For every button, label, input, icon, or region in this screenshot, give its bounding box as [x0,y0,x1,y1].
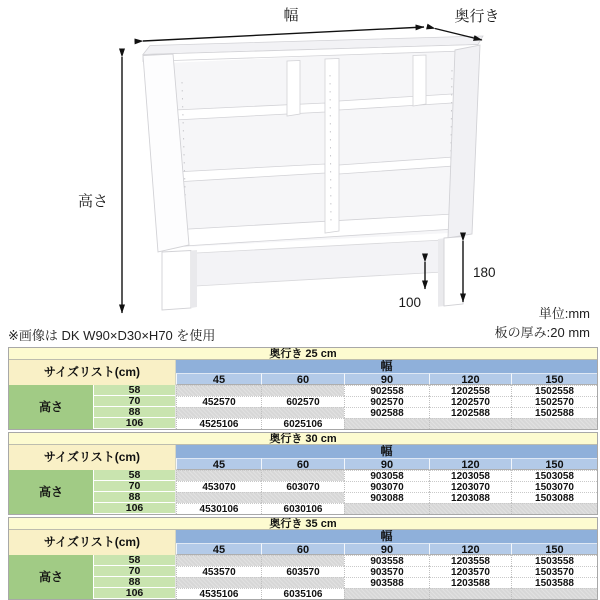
size-list-header: サイズリスト(cm) [9,445,176,470]
empty-cell [261,385,344,396]
width-column-header: 150 [511,458,597,470]
empty-cell [261,577,344,588]
product-code-cell: 1502570 [511,396,597,407]
left-leg [162,251,191,311]
product-code-cell: 6025106 [261,418,344,429]
product-code-cell: 903070 [344,481,429,492]
size-table-depth-25 [8,347,598,430]
right-leg-side-shade [438,238,444,306]
product-code-cell: 1203088 [429,492,511,503]
shelf-drawing [143,36,483,310]
height-row-header: 58 [94,555,176,566]
height-row-header: 58 [94,385,176,396]
empty-cell [344,503,429,514]
product-code-cell: 1203058 [429,470,511,481]
product-code-cell: 1503558 [511,555,597,566]
right-mini-divider [413,55,426,106]
product-code-cell: 1202588 [429,407,511,418]
empty-cell [176,492,261,503]
empty-cell [429,503,511,514]
product-code-cell: 902558 [344,385,429,396]
height-row-header: 58 [94,470,176,481]
height-row-header: 106 [94,588,176,599]
product-code-cell: 1503058 [511,470,597,481]
image-usage-note: ※画像は DK W90×D30×H70 を使用 [8,328,216,343]
size-list-header: サイズリスト(cm) [9,530,176,555]
center-divider [325,59,339,234]
right-leg [444,237,463,307]
product-code-cell: 1502588 [511,407,597,418]
width-column-header: 45 [176,543,261,555]
leg-height-value: 180 [473,265,496,280]
depth-title-band: 奥行き 25 cm [9,348,597,360]
width-header: 幅 [176,530,597,543]
size-table-depth-30 [8,432,598,515]
width-label: 幅 [283,7,299,24]
empty-cell [261,555,344,566]
product-code-cell: 1503070 [511,481,597,492]
base-apron-board [196,240,443,286]
product-code-cell: 1503088 [511,492,597,503]
empty-cell [429,588,511,599]
empty-cell [344,418,429,429]
product-code-cell: 603570 [261,566,344,577]
height-row-header: 88 [94,577,176,588]
product-code-cell: 4525106 [176,418,261,429]
product-code-cell: 602570 [261,396,344,407]
left-leg-side-shade [191,250,197,308]
product-code-cell: 603070 [261,481,344,492]
height-label: 高さ [77,193,109,210]
product-code-cell: 453570 [176,566,261,577]
width-column-header: 90 [344,543,429,555]
product-code-cell: 1502558 [511,385,597,396]
size-table-depth-35 [8,517,598,600]
height-row-header: 70 [94,481,176,492]
board-thickness-note: 板の厚み:20 mm [494,325,590,340]
empty-cell [261,492,344,503]
width-column-header: 60 [261,373,344,385]
product-code-cell: 903088 [344,492,429,503]
empty-cell [511,503,597,514]
product-code-cell: 4535106 [176,588,261,599]
width-column-header: 60 [261,543,344,555]
product-code-cell: 6035106 [261,588,344,599]
product-code-cell: 1503570 [511,566,597,577]
width-column-header: 90 [344,373,429,385]
height-row-header: 106 [94,418,176,429]
width-column-header: 150 [511,373,597,385]
product-code-cell: 903570 [344,566,429,577]
product-code-cell: 902588 [344,407,429,418]
empty-cell [344,588,429,599]
width-column-header: 90 [344,458,429,470]
height-header: 高さ [9,555,94,599]
product-code-cell: 903058 [344,470,429,481]
height-header: 高さ [9,385,94,429]
unit-note: 単位:mm [538,306,590,321]
product-code-cell: 1203558 [429,555,511,566]
product-code-cell: 903588 [344,577,429,588]
height-row-header: 88 [94,407,176,418]
empty-cell [176,577,261,588]
product-code-cell: 1203588 [429,577,511,588]
product-code-cell: 452570 [176,396,261,407]
width-header: 幅 [176,360,597,373]
depth-title-band: 奥行き 30 cm [9,433,597,445]
width-column-header: 45 [176,458,261,470]
empty-cell [176,470,261,481]
width-column-header: 120 [429,458,511,470]
empty-cell [261,407,344,418]
empty-cell [511,418,597,429]
base-clearance-value: 100 [398,295,421,310]
empty-cell [511,588,597,599]
product-code-cell: 903558 [344,555,429,566]
width-header: 幅 [176,445,597,458]
height-row-header: 88 [94,492,176,503]
product-code-cell: 1202558 [429,385,511,396]
depth-label: 奥行き [454,8,500,25]
product-code-cell: 1202570 [429,396,511,407]
width-column-header: 150 [511,543,597,555]
height-row-header: 106 [94,503,176,514]
empty-cell [429,418,511,429]
empty-cell [176,385,261,396]
product-code-cell: 6030106 [261,503,344,514]
depth-title-band: 奥行き 35 cm [9,518,597,530]
product-code-cell: 1503588 [511,577,597,588]
empty-cell [176,407,261,418]
product-code-cell: 902570 [344,396,429,407]
width-column-header: 45 [176,373,261,385]
size-tables [8,347,598,600]
product-code-cell: 1203570 [429,566,511,577]
product-code-cell: 1203070 [429,481,511,492]
width-column-header: 120 [429,543,511,555]
width-column-header: 120 [429,373,511,385]
height-row-header: 70 [94,396,176,407]
height-row-header: 70 [94,566,176,577]
size-list-header: サイズリスト(cm) [9,360,176,385]
product-code-cell: 4530106 [176,503,261,514]
width-column-header: 60 [261,458,344,470]
left-mini-divider [287,61,300,117]
empty-cell [176,555,261,566]
height-header: 高さ [9,470,94,514]
product-code-cell: 453070 [176,481,261,492]
empty-cell [261,470,344,481]
